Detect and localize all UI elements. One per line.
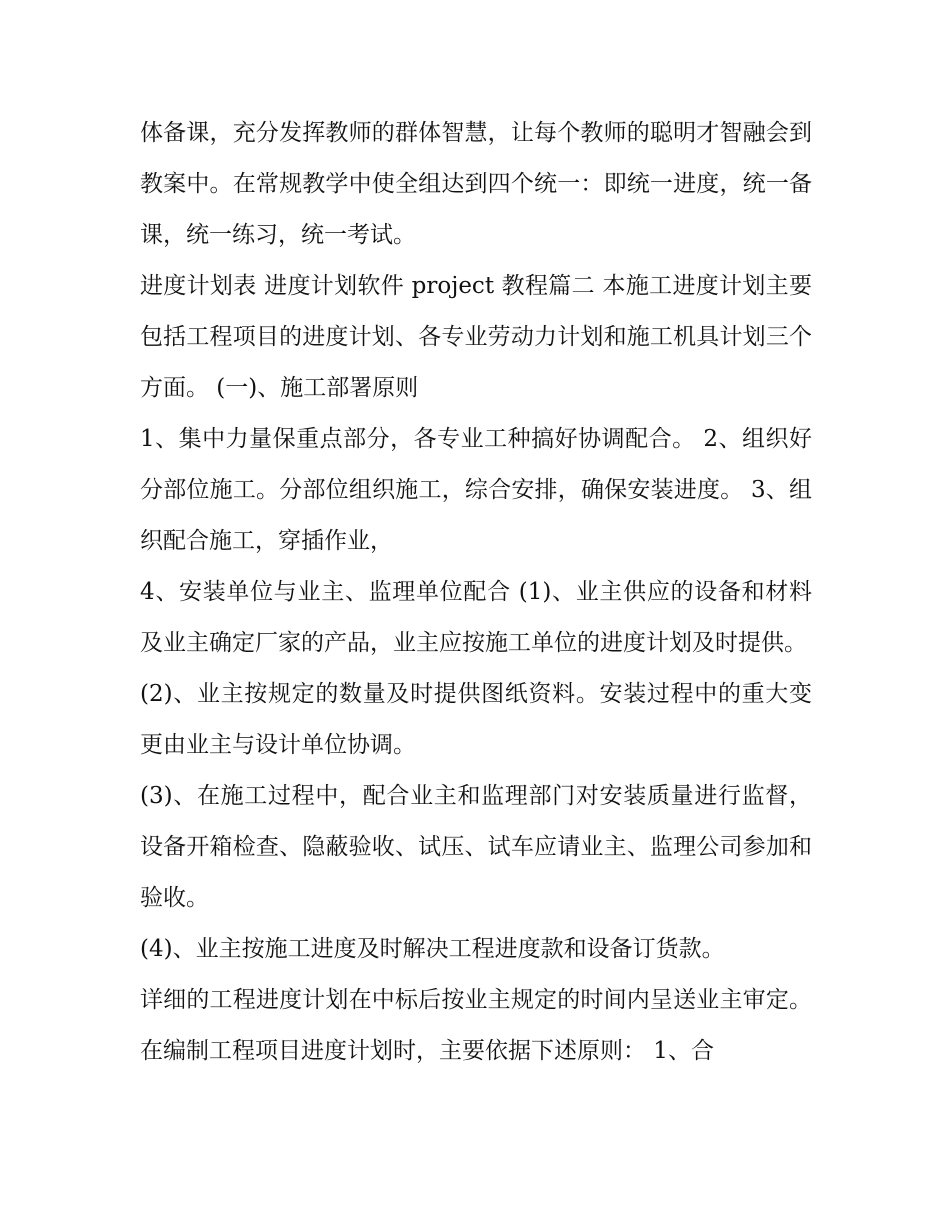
document-body: [140, 108, 812, 1077]
paragraph-drawings: (2)、业主按规定的数量及时提供图纸资料。安装过程中的重大变更由业主与设计单位协调。: [140, 681, 812, 758]
paragraph-schedule-intro: 进度计划表 进度计划软件 project 教程篇二 本施工进度计划主要包括工程项目的进度计划、各专业劳动力计划和施工机具计划三个方面。 (一)、施工部署原则: [140, 273, 812, 401]
paragraph-payments: (4)、业主按施工进度及时解决工程进度款和设备订货款。: [140, 936, 725, 962]
paragraph-lesson-prep: 体备课，充分发挥教师的群体智慧，让每个教师的聪明才智融会到教案中。在常规教学中使全组达到四个统一：即统一进度，统一备课，统一练习，统一考试。: [140, 120, 812, 248]
paragraph-owner-cooperation: 4、安装单位与业主、监理单位配合 (1)、业主供应的设备和材料及业主确定厂家的产品，业主应按施工单位的进度计划及时提供。: [140, 579, 812, 656]
paragraph-deployment-items: 1、集中力量保重点部分，各专业工种搞好协调配合。 2、组织好分部位施工。分部位组织施工，综合安排，确保安装进度。 3、组织配合施工，穿插作业，: [140, 426, 812, 554]
paragraph-supervision: (3)、在施工过程中，配合业主和监理部门对安装质量进行监督，设备开箱检查、隐蔽验收、试压、试车应请业主、监理公司参加和验收。: [140, 783, 812, 911]
paragraph-detailed-plan: 详细的工程进度计划在中标后按业主规定的时间内呈送业主审定。在编制工程项目进度计划时，主要依据下述原则： 1、合: [140, 987, 812, 1064]
